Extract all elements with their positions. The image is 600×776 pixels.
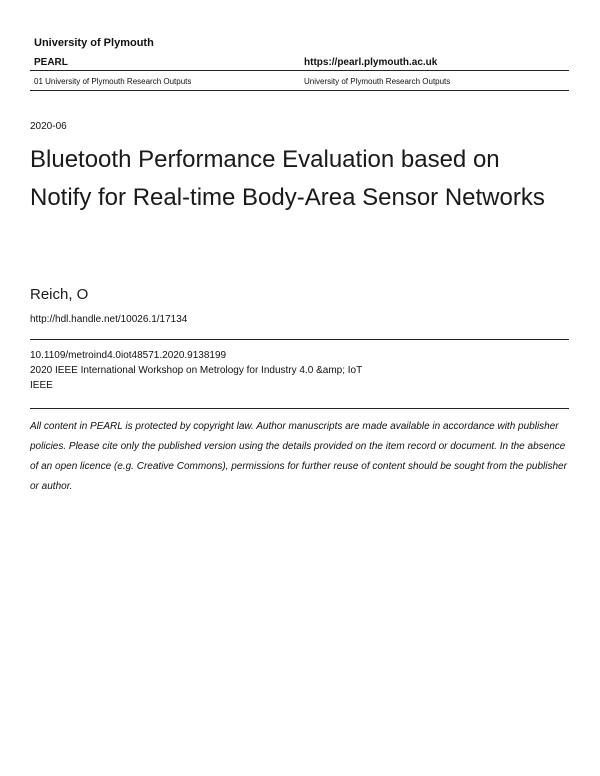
document-title: Bluetooth Performance Evaluation based on Notify for Real-time Body-Area Sensor Networks xyxy=(30,146,545,211)
collection-left: 01 University of Plymouth Research Outputs xyxy=(34,77,192,86)
institution-name: University of Plymouth xyxy=(34,37,154,49)
publication-date: 2020-06 xyxy=(30,121,67,132)
publisher: IEEE xyxy=(30,380,53,391)
author-name: Reich, O xyxy=(30,286,89,303)
repository-name: PEARL xyxy=(34,57,68,68)
repository-url[interactable]: https://pearl.plymouth.ac.uk xyxy=(304,57,438,68)
copyright-notice: All content in PEARL is protected by copyright law. Author manuscripts are made available in accordance with publisher policies. Please cite only the published version using the details provided on the item record or document. In the absence of an open licence (e.g. Creative Commons), permissions for further reuse of content should be sought from the publisher or author. xyxy=(30,421,567,492)
record-divider-bottom xyxy=(30,408,569,409)
doi: 10.1109/metroind4.0iot48571.2020.9138199 xyxy=(30,350,227,361)
conference-name: 2020 IEEE International Workshop on Metrology for Industry 4.0 &amp; IoT xyxy=(30,365,363,376)
record-divider-top xyxy=(30,339,569,340)
record-metadata xyxy=(30,348,362,393)
header-divider-bottom xyxy=(30,90,569,91)
handle-link[interactable]: http://hdl.handle.net/10026.1/17134 xyxy=(30,314,188,325)
header-divider-top xyxy=(30,70,569,71)
collection-right: University of Plymouth Research Outputs xyxy=(304,77,451,86)
